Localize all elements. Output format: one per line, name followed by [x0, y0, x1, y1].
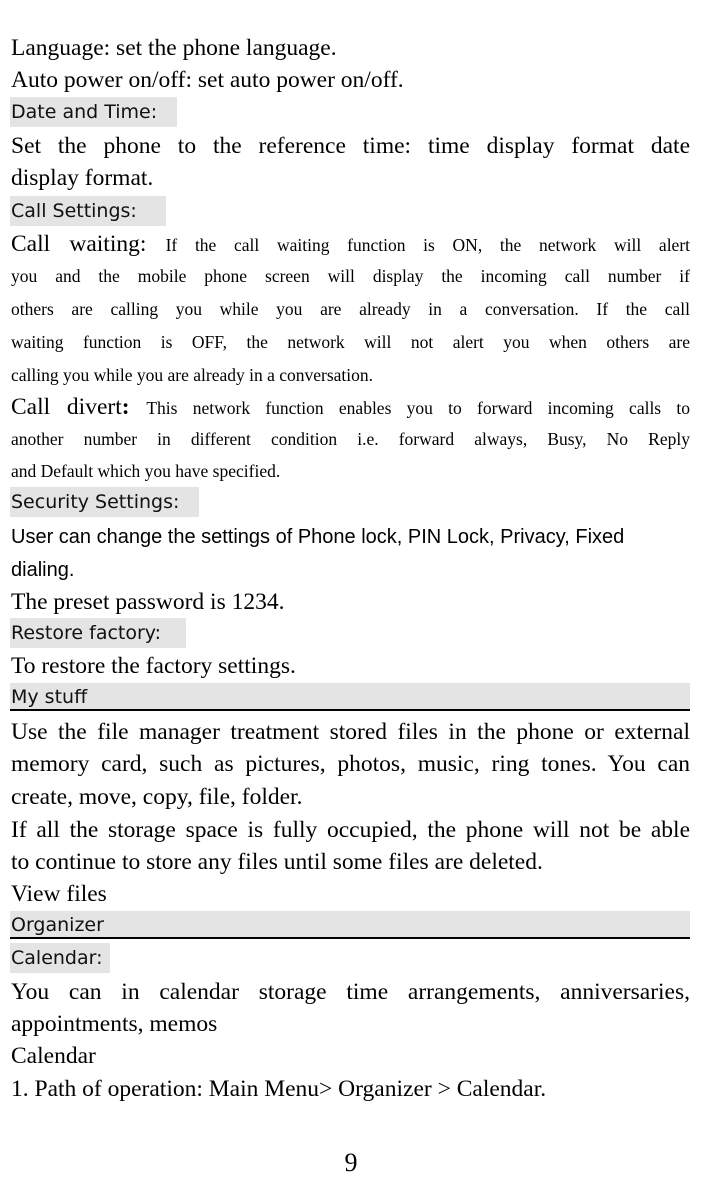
security-settings-heading: Security Settings: — [10, 487, 199, 517]
auto-power-line: Auto power on/off: set auto power on/off. — [11, 67, 404, 93]
restore-factory-text: To restore the factory settings. — [11, 653, 296, 679]
my-stuff-text-4: If all the storage space is fully occupied, the phone will not be able — [11, 817, 690, 843]
preset-password-line: The preset password is 1234. — [11, 589, 285, 615]
page-number: 9 — [344, 1148, 358, 1177]
calendar-text-3: Calendar — [11, 1043, 96, 1069]
call-waiting-line-2: you and the mobile phone screen will display the incoming call number if — [11, 266, 690, 286]
restore-factory-heading: Restore factory: — [10, 618, 186, 648]
date-time-text-1: Set the phone to the reference time: time display format date — [11, 133, 690, 159]
call-divert-term: Call divert: — [11, 394, 130, 420]
call-divert-line-3: and Default which you have specified. — [11, 461, 281, 481]
call-divert-text-1: This network function enables you to forward incoming calls to — [146, 398, 690, 418]
security-text-2: dialing. — [11, 559, 75, 581]
call-waiting-line-3: others are calling you while you are already in a conversation. If the call — [11, 299, 690, 319]
language-line: Language: set the phone language. — [11, 35, 337, 61]
view-files-line: View files — [11, 881, 107, 907]
calendar-text-2: appointments, memos — [11, 1011, 218, 1037]
my-stuff-text-2: memory card, such as pictures, photos, music, ring tones. You can — [11, 751, 690, 777]
call-waiting-line-1 — [11, 228, 690, 261]
date-time-text-2: display format. — [11, 165, 154, 191]
my-stuff-text-5: to continue to store any files until some files are deleted. — [11, 849, 543, 875]
call-waiting-term: Call waiting: — [11, 231, 147, 257]
security-text-1: User can change the settings of Phone lock, PIN Lock, Privacy, Fixed — [11, 526, 625, 548]
calendar-heading: Calendar: — [10, 943, 110, 973]
my-stuff-section-bar: My stuff — [10, 683, 690, 711]
organizer-section-bar: Organizer — [10, 911, 690, 939]
my-stuff-text-1: Use the file manager treatment stored files in the phone or external — [11, 719, 690, 745]
call-settings-heading: Call Settings: — [10, 196, 166, 226]
date-time-heading: Date and Time: — [10, 97, 177, 127]
calendar-path-line: 1. Path of operation: Main Menu> Organizer > Calendar. — [11, 1076, 547, 1102]
my-stuff-text-3: create, move, copy, file, folder. — [11, 784, 303, 810]
calendar-text-1: You can in calendar storage time arrangements, anniversaries, — [11, 979, 690, 1005]
call-divert-line-2: another number in different condition i.e. forward always, Busy, No Reply — [11, 429, 690, 449]
call-waiting-text-1: If the call waiting function is ON, the network will alert — [165, 235, 691, 255]
call-waiting-line-5: calling you while you are already in a conversation. — [11, 365, 374, 385]
call-divert-line-1 — [11, 391, 690, 424]
call-waiting-line-4: waiting function is OFF, the network will not alert you when others are — [11, 332, 690, 352]
